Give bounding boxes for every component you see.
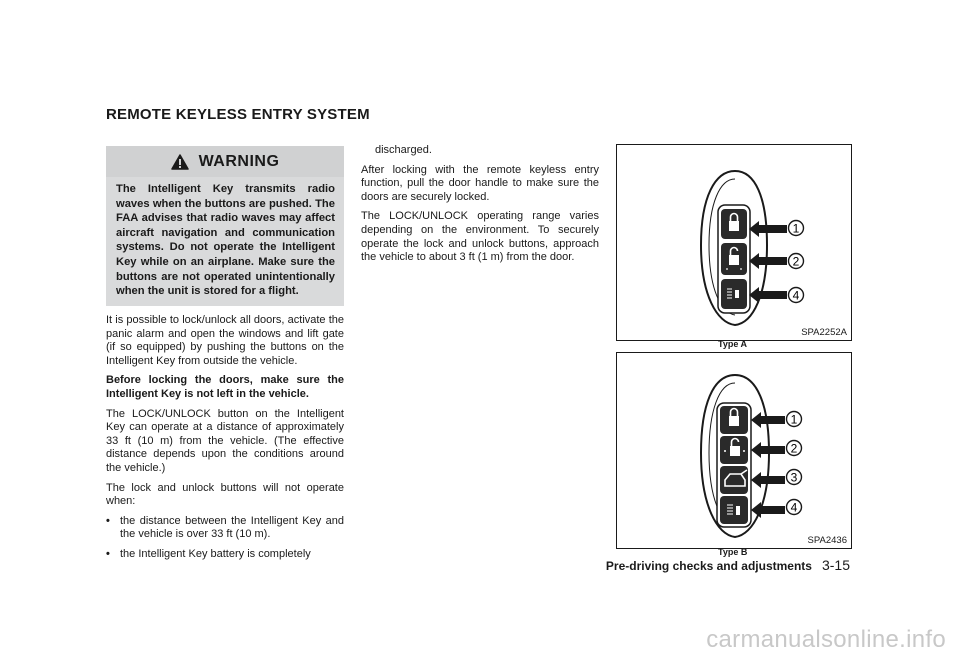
chapter-title: Pre-driving checks and adjustments (605, 559, 812, 573)
svg-text:4: 4 (790, 500, 798, 515)
list-item-text: the distance between the Intelligent Key and the vehicle is over 33 ft (10 m). (120, 514, 344, 541)
svg-text:4: 4 (792, 288, 800, 303)
callout-3-icon (787, 470, 802, 485)
paragraph: After locking with the remote keyless entry function, pull the door handle to make sure the doors are securely locked. (361, 163, 599, 203)
callout-1-icon (787, 412, 802, 427)
figure-code: SPA2436 (807, 535, 847, 546)
figure-code: SPA2252A (801, 327, 847, 338)
list-item (106, 515, 344, 542)
svg-text:3: 3 (790, 470, 798, 485)
key-fob-type-b-illustration (617, 353, 851, 548)
page-number: 3-15 (821, 557, 850, 573)
callout-2-icon (789, 254, 804, 269)
paragraph: The LOCK/UNLOCK operating range varies depending on the environment. To securely operate the lock and unlock buttons, approach the vehicle to about 3 ft (1 m) from the door. (361, 210, 599, 264)
paragraph-bold: Before locking the doors, make sure the Intelligent Key is not left in the vehicle. (106, 374, 344, 400)
bullet-symbol: • (106, 514, 110, 527)
warning-text: The Intelligent Key transmits radio waves when the buttons are pushed. The FAA advises that radio waves may affect aircraft navigation and communication systems. Do not operate the Intelligent Key while on an airplane. Make sure the buttons are not operated unintentionally when the unit is stored for a flight. (116, 183, 335, 298)
column-2 (361, 144, 599, 271)
svg-text:2: 2 (790, 441, 798, 456)
warning-header (106, 146, 344, 177)
figure-type-a (616, 144, 852, 341)
watermark: carmanualsonline.info (706, 626, 946, 653)
section-title: REMOTE KEYLESS ENTRY SYSTEM (106, 106, 370, 123)
warning-title: WARNING (198, 152, 280, 170)
callout-1-icon (789, 221, 804, 236)
paragraph-continuation: discharged. (375, 144, 432, 156)
warning-box (106, 146, 344, 306)
svg-text:1: 1 (790, 412, 798, 427)
column-1 (106, 314, 344, 568)
warning-triangle-icon (171, 154, 189, 170)
callout-4-icon (789, 288, 804, 303)
paragraph: It is possible to lock/unlock all doors, activate the panic alarm and open the windows and lift gate (if so equipped) by pushing the buttons on the Intelligent Key from outside the vehicle. (106, 314, 344, 367)
svg-text:1: 1 (792, 221, 800, 236)
figure-caption: Type B (718, 547, 748, 557)
key-fob-type-a-illustration (617, 145, 851, 340)
bullet-symbol: • (106, 547, 110, 560)
paragraph: The LOCK/UNLOCK button on the Intelligent Key can operate at a distance of approximately 33 ft (10 m) from the vehicle. (The effective distance depends upon the conditions around the vehicle.) (106, 407, 344, 474)
page-footer (600, 557, 850, 573)
list-item (106, 548, 344, 562)
callout-4-icon (787, 500, 802, 515)
figure-caption: Type A (718, 339, 748, 349)
list-item-text: the Intelligent Key battery is completely (120, 547, 311, 560)
svg-text:2: 2 (792, 254, 800, 269)
paragraph: The lock and unlock buttons will not operate when: (106, 481, 344, 508)
figure-type-b (616, 352, 852, 549)
callout-2-icon (787, 441, 802, 456)
